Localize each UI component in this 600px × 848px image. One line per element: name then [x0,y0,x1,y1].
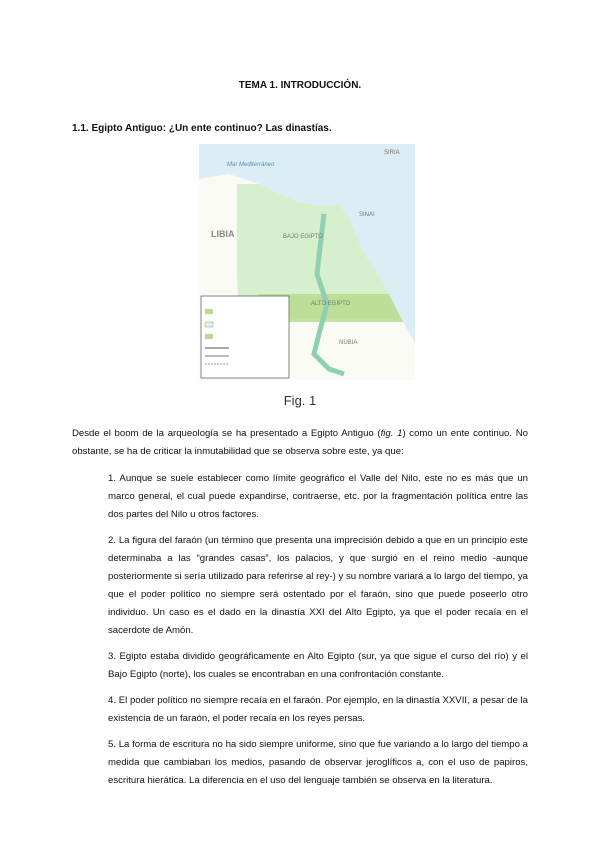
intro-paragraph [72,425,528,461]
map-label-nubia: NUBIA [339,340,358,346]
list-item-4: 4. El poder político no siempre recaía en el faraón. Por ejemplo, en la dinastía XXVII, a pesar de la existencia de un faraón, el poder recaía en los reyes persas. [108,695,528,724]
list-item-2: 2. La figura del faraón (un término que presenta una imprecisión debido a que en un principio este determinaba a las “grandes casas”, los palacios, y que surgió en el reino medio -aunque posteriormente si sería utilizado para referirse al rey-) y su nombre variará a lo largo del tiempo, ya que el poder político no siempre será ostentado por el faraón, sino que puede poseerlo otro individuo. Un caso es el dado en la dinastía XXI del Alto Egipto, ya que el poder recaía en el sacerdote de Amón. [108,535,528,636]
map-label-sinai: SINAI [359,212,375,218]
list-item-1: 1. Aunque se suele establecer como límite geográfico el Valle del Nilo, este no es más que un marco general, el cual puede expandirse, contraerse, etc. por la fragmentación política entre las dos partes del Nilo u otros factores. [108,473,528,520]
map-label-alto-egipto: ALTO EGIPTO [311,301,351,307]
map-label-sea: Mar Mediterráneo [227,162,275,168]
map-legend [201,296,289,378]
section-heading: 1.1. Egipto Antiguo: ¿Un ente continuo? Las dinastías. [72,123,332,134]
intro-text-end: ) como un ente continuo. No obstante, se ha de criticar la inmutabilidad que se observa sobre este, ya que: [72,428,528,457]
document-body [72,425,528,798]
map-label-siria: SIRIA [384,150,400,156]
list-item-3: 3. Egipto estaba dividido geográficamente en Alto Egipto (sur, ya que sigue el curso del río) y el Bajo Egipto (norte), los cuales se encontraban en una confrontación constante. [108,651,528,680]
egypt-map-figure [199,144,415,380]
map-label-bajo-egipto: BAJO EGIPTO [283,234,323,240]
document-title: TEMA 1. INTRODUCCIÓN. [238,80,362,91]
figure-reference: fig. 1 [380,428,403,439]
map-label-libia: LIBIA [211,229,235,239]
figure-caption: Fig. 1 [283,393,317,408]
intro-text-start: Desde el boom de la arqueología se ha presentado a Egipto Antiguo ( [72,428,381,439]
list-item-5: 5. La forma de escritura no ha sido siempre uniforme, sino que fue variando a lo largo del tiempo a medida que cambiaban los medios, pasando de observar jeroglíficos a, con el uso de papiros, escritura hierática. La diferencia en el uso del lenguaje también se observa en la literatura. [108,739,528,786]
